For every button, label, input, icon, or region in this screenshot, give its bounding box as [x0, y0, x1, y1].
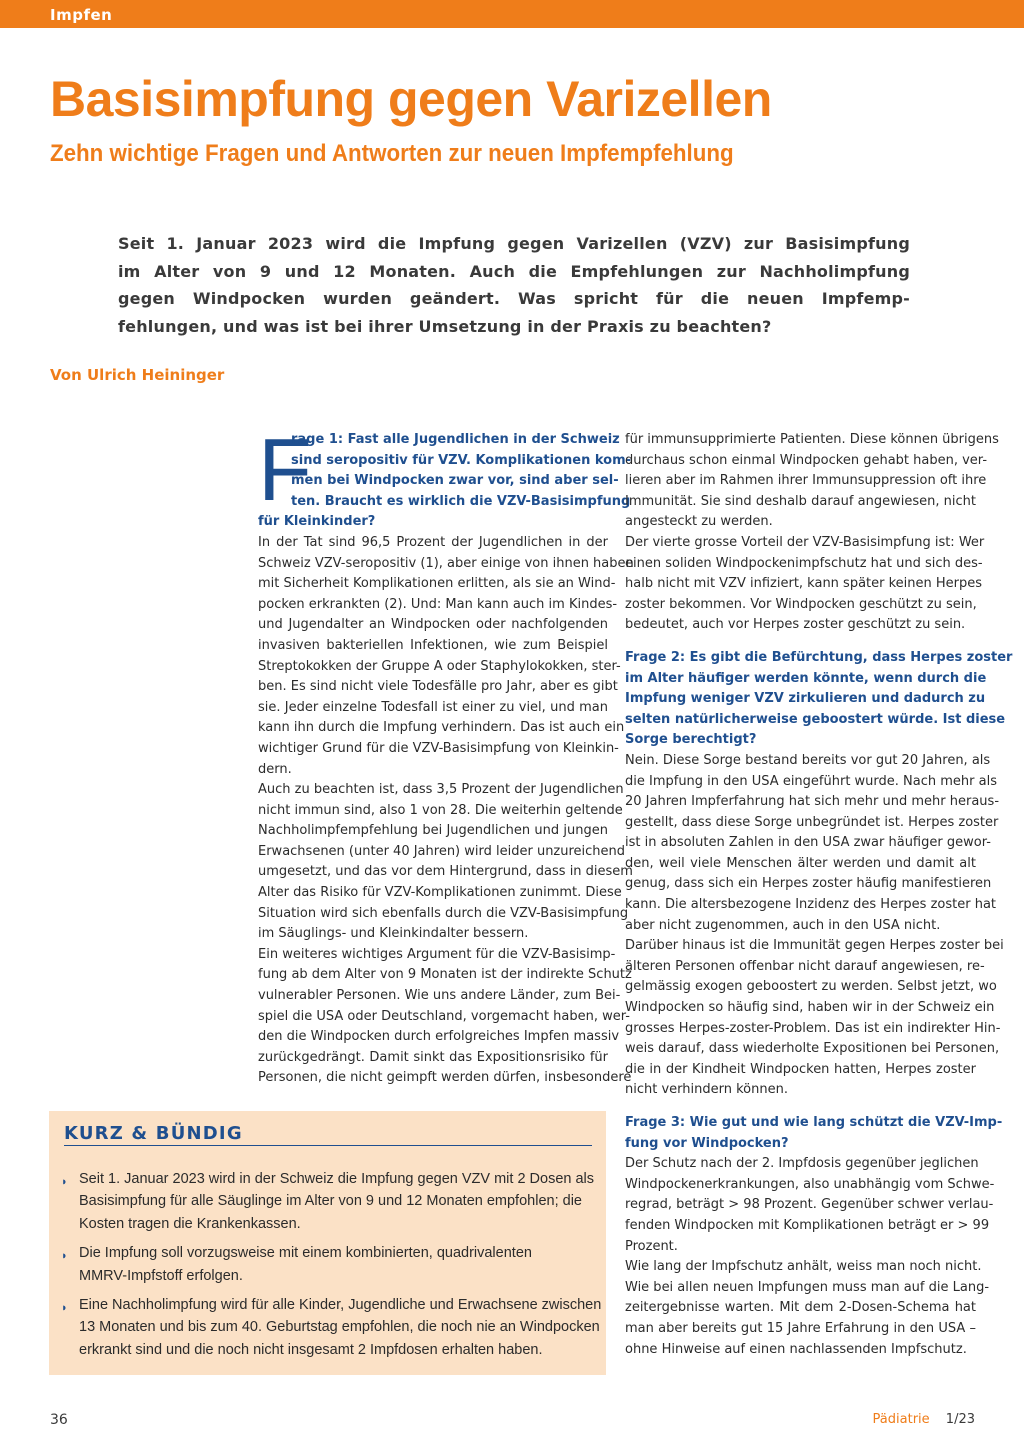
text-line: Ein weiteres wichtiges Argument für die VZV-Basisimp- — [258, 946, 616, 962]
summary-item-line: 13 Monaten und bis zum 40. Geburtstag empfohlen, die noch nie an Windpocken — [79, 1319, 600, 1336]
summary-item — [59, 1294, 602, 1361]
text-line: Schweiz VZV-seropositiv (1), aber einige von ihnen haben — [258, 555, 634, 571]
text-line: Alter das Risiko für VZV-Komplikationen zunimmt. Diese — [258, 885, 622, 901]
text-column-left — [258, 420, 634, 1089]
question-heading-line: Sorge berechtigt? — [625, 732, 757, 748]
text-line: Windpockenerkrankungen, also unabhängig vom Schwe- — [625, 1176, 995, 1192]
question-heading-line: rage 1: Fast alle Jugendlichen in der Schweiz — [291, 432, 620, 447]
text-line: Wie bei allen neuen Impfungen muss man auf die Lang- — [625, 1279, 990, 1295]
journal-issue: 1/23 — [945, 1412, 975, 1427]
summary-box-divider — [64, 1145, 592, 1146]
text-line: Streptokokken der Gruppe A oder Staphylokokken, ster- — [258, 658, 621, 674]
lead-line: im Alter von 9 und 12 Monaten. Auch die Empfehlungen zur Nachholimpfung — [118, 261, 910, 281]
text-line: umgesetzt, und das vor dem Hintergrund, dass in diesem — [258, 864, 633, 880]
text-line: angesteckt zu werden. — [625, 514, 773, 530]
question-heading-line: selten natürlicherweise geboostert würde. Ist diese — [625, 711, 1006, 727]
text-line: regrad, beträgt > 98 Prozent. Gegenüber schwer verlau- — [625, 1197, 994, 1213]
summary-item-line: MMRV-Impfstoff erfolgen. — [79, 1267, 243, 1284]
text-line: den, weil viele Menschen älter werden und damit alt — [625, 855, 976, 871]
text-line: Immunität. Sie sind deshalb darauf angewiesen, nicht — [625, 493, 976, 509]
page-number: 36 — [50, 1412, 68, 1428]
text-line: nicht verhindern können. — [625, 1082, 788, 1098]
summary-item — [59, 1168, 599, 1235]
summary-item-line: Die Impfung soll vorzugsweise mit einem kombinierten, quadrivalenten — [79, 1245, 532, 1262]
text-line: lieren aber im Rahmen ihrer Immunsuppression oft ihre — [625, 473, 987, 489]
text-line: älteren Personen offenbar nicht darauf angewiesen, re- — [625, 958, 985, 974]
text-line: gelmässig exogen geboostert zu werden. Selbst jetzt, wo — [625, 979, 997, 995]
text-line: pocken erkrankten (2). Und: Man kann auch im Kindes- — [258, 596, 618, 612]
text-line: bedeutet, auch vor Herpes zoster geschützt zu sein. — [625, 617, 966, 633]
author-byline: Von Ulrich Heininger — [50, 366, 225, 384]
text-line: für immunsupprimierte Patienten. Diese können übrigens — [625, 432, 999, 447]
text-line: Darüber hinaus ist die Immunität gegen Herpes zoster bei — [625, 938, 1004, 954]
summary-box — [49, 1111, 606, 1375]
text-line: Wie lang der Impfschutz anhält, weiss man noch nicht. — [625, 1259, 982, 1275]
article-subtitle: Zehn wichtige Fragen und Antworten zur neuen Impfempfehlung — [50, 140, 734, 167]
text-line: vulnerabler Personen. Wie uns andere Länder, zum Bei- — [258, 988, 621, 1004]
text-line: im Säuglings- und Kleinkindalter bessern. — [258, 926, 529, 942]
text-line: fenden Windpocken mit Komplikationen beträgt er > 99 — [625, 1217, 990, 1233]
text-line: Prozent. — [625, 1238, 678, 1254]
text-line: In der Tat sind 96,5 Prozent der Jugendlichen in der — [258, 534, 608, 550]
text-line: gestellt, dass diese Sorge unbegründet ist. Herpes zoster — [625, 814, 999, 830]
text-line: fung ab dem Alter von 9 Monaten ist der indirekte Schutz — [258, 967, 632, 983]
lead-line: gegen Windpocken wurden geändert. Was spricht für die neuen Impfemp- — [118, 289, 910, 309]
drop-cap: F — [258, 420, 312, 519]
bullet-icon: ◗ — [61, 1302, 68, 1315]
text-line: man aber bereits gut 15 Jahre Erfahrung in den USA – — [625, 1320, 976, 1336]
question-heading-line: men bei Windpocken zwar vor, sind aber sel- — [291, 473, 619, 489]
question-heading-line: für Kleinkinder? — [258, 514, 376, 530]
text-line: spiel die USA oder Deutschland, vorgemacht haben, wer- — [258, 1008, 630, 1024]
text-line: Erwachsenen (unter 40 Jahren) wird leider unzureichend — [258, 843, 626, 859]
text-line: Personen, die nicht geimpft werden dürfen, insbesondere — [258, 1070, 632, 1086]
text-line: Der vierte grosse Vorteil der VZV-Basisimpfung ist: Wer — [625, 534, 985, 550]
lead-line: fehlungen, und was ist bei ihrer Umsetzung in der Praxis zu beachten? — [118, 317, 772, 337]
journal-name: Pädiatrie — [872, 1412, 930, 1427]
text-line: einen soliden Windpockenimpfschutz hat und sich des- — [625, 555, 983, 571]
section-label: Impfen — [50, 6, 113, 24]
text-line: sie. Jeder einzelne Todesfall ist einer zu viel, und man — [258, 699, 608, 715]
summary-item-line: Basisimpfung für alle Säuglinge im Alter von 9 und 12 Monaten empfohlen; die — [79, 1193, 582, 1210]
text-line: kann ihn durch die Impfung verhindern. Das ist auch ein — [258, 720, 625, 736]
text-line: und Jugendalter an Windpocken oder nachfolgenden — [258, 617, 608, 633]
summary-item-line: Eine Nachholimpfung wird für alle Kinder, Jugendliche und Erwachsene zwischen — [79, 1297, 602, 1314]
question-heading-line: Impfung weniger VZV zirkulieren und dadurch zu — [625, 691, 986, 707]
summary-item — [59, 1242, 599, 1287]
text-line: die in der Kindheit Windpocken hatten, Herpes zoster — [625, 1061, 976, 1077]
text-line: Windpocken so häufig sind, haben wir in der Schweiz ein — [625, 1000, 995, 1016]
text-line: genug, dass sich ein Herpes zoster häufig manifestieren — [625, 876, 992, 892]
text-line: halb nicht mit VZV infiziert, kann später keinen Herpes — [625, 576, 983, 592]
text-line: nicht immun sind, also 1 von 28. Die weiterhin geltende — [258, 802, 623, 818]
journal-footer — [873, 1412, 975, 1427]
question-heading-line: Frage 3: Wie gut und wie lang schützt die VZV-Imp- — [625, 1115, 1003, 1130]
text-line: dern. — [258, 761, 292, 777]
question-heading-line: Frage 2: Es gibt die Befürchtung, dass Herpes zoster — [625, 649, 1013, 665]
text-line: aber nicht zugenommen, auch in den USA nicht. — [625, 917, 941, 933]
text-line: kann. Die altersbezogene Inzidenz des Herpes zoster hat — [625, 897, 997, 913]
question-heading-line: im Alter häufiger werden könnte, wenn durch die — [625, 670, 987, 686]
text-line: invasiven bakteriellen Infektionen, wie zum Beispiel — [258, 637, 608, 653]
text-line: 20 Jahren Impferfahrung hat sich mehr und mehr heraus- — [625, 794, 1000, 810]
question-heading-line: fung vor Windpocken? — [625, 1135, 789, 1151]
text-line: die Impfung in den USA eingeführt wurde. Nach mehr als — [625, 773, 997, 789]
summary-list — [59, 1168, 602, 1368]
section-bar — [0, 0, 1024, 28]
text-line: durchaus schon einmal Windpocken gehabt haben, ver- — [625, 452, 988, 468]
summary-item-line: Seit 1. Januar 2023 wird in der Schweiz die Impfung gegen VZV mit 2 Dosen als — [79, 1171, 595, 1187]
question-heading-line: sind seropositiv für VZV. Komplikationen kom- — [291, 452, 632, 468]
text-line: Nein. Diese Sorge bestand bereits vor gut 20 Jahren, als — [625, 752, 991, 768]
text-line: zurückgedrängt. Damit sinkt das Expositionsrisiko für — [258, 1049, 608, 1065]
text-line: ben. Es sind nicht viele Todesfälle pro Jahr, aber es gibt — [258, 679, 618, 695]
text-column-right — [625, 430, 1013, 1360]
summary-item-line: erkrankt sind und die noch nicht insgesamt 2 Impfdosen erhalten haben. — [79, 1341, 543, 1358]
lead-paragraph — [118, 230, 910, 341]
summary-box-title: KURZ & BÜNDIG — [64, 1123, 243, 1144]
text-line: zoster bekommen. Vor Windpocken geschützt zu sein, — [625, 596, 977, 612]
text-line: den die Windpocken durch erfolgreiches Impfen massiv — [258, 1029, 620, 1045]
text-line: Der Schutz nach der 2. Impfdosis gegenüber jeglichen — [625, 1156, 979, 1172]
text-line: Auch zu beachten ist, dass 3,5 Prozent der Jugendlichen — [258, 782, 624, 798]
text-line: ist in absoluten Zahlen in den USA zwar häufiger gewor- — [625, 835, 991, 851]
lead-line: Seit 1. Januar 2023 wird die Impfung gegen Varizellen (VZV) zur Basisimpfung — [118, 234, 910, 253]
text-line: grosses Herpes-zoster-Problem. Das ist ein indirekter Hin- — [625, 1020, 1001, 1036]
bullet-icon: ◗ — [61, 1176, 68, 1188]
text-line: wichtiger Grund für die VZV-Basisimpfung von Kleinkin- — [258, 740, 619, 756]
text-line: mit Sicherheit Komplikationen erlitten, als sie an Wind- — [258, 576, 616, 592]
article-title: Basisimpfung gegen Varizellen — [50, 71, 772, 127]
text-line: Nachholimpfempfehlung bei Jugendlichen und jungen — [258, 823, 608, 839]
text-line: zeitergebnisse warten. Mit dem 2-Dosen-Schema hat — [625, 1300, 976, 1316]
bullet-icon: ◗ — [61, 1250, 68, 1263]
question-heading-line: ten. Braucht es wirklich die VZV-Basisimpfung — [291, 493, 631, 509]
text-line: Situation wird sich ebenfalls durch die VZV-Basisimpfung — [258, 905, 629, 921]
text-line: ohne Hinweise auf einen nachlassenden Impfschutz. — [625, 1341, 967, 1357]
text-line: weis darauf, dass wiederholte Expositionen bei Personen, — [625, 1041, 1000, 1057]
summary-item-line: Kosten tragen die Krankenkassen. — [79, 1215, 301, 1232]
